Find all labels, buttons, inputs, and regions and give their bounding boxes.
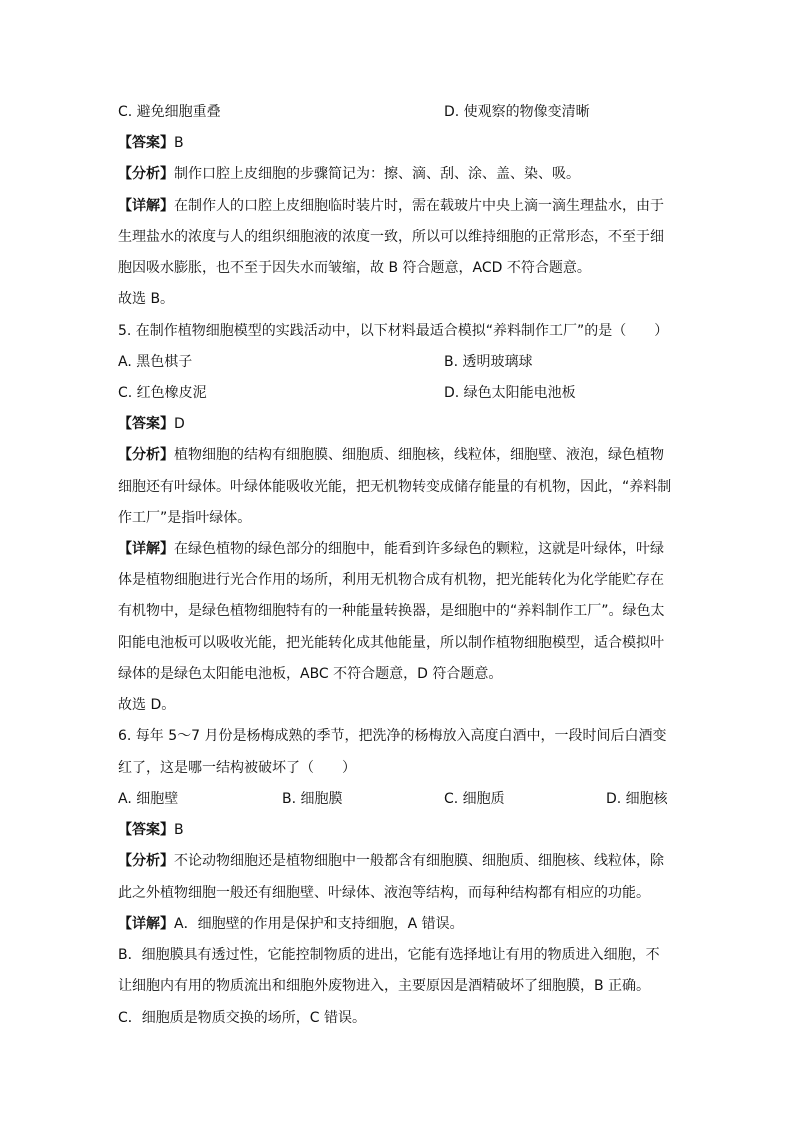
analysis-tag: 【分析】	[118, 853, 174, 869]
q6-option-b: B. 细胞膜	[282, 791, 343, 807]
q5-detail-line-5: 绿体的是绿色太阳能电池板，ABC 不符合题意，D 符合题意。	[118, 666, 503, 682]
analysis-tag: 【分析】	[118, 447, 174, 463]
q5-option-b: B. 透明玻璃球	[444, 354, 533, 370]
q4-option-c: C. 避免细胞重叠	[118, 104, 221, 120]
detail-text: 在绿色植物的绿色部分的细胞中，能看到许多绿色的颗粒，这就是叶绿体，叶绿	[174, 541, 664, 557]
q6-answer	[118, 820, 678, 840]
q6-detail-line-4: C．细胞质是物质交换的场所，C 错误。	[118, 1010, 366, 1026]
q5-answer	[118, 414, 678, 434]
analysis-text: 植物细胞的结构有细胞膜、细胞质、细胞核，线粒体，细胞壁、液泡，绿色植物	[174, 447, 664, 463]
q5-detail-line-3: 有机物中，是绿色植物细胞特有的一种能量转换器，是细胞中的“养料制作工厂”。绿色太	[118, 603, 665, 619]
answer-tag: 【答案】	[118, 822, 174, 838]
q6-analysis-line-2: 此之外植物细胞一般还有细胞壁、叶绿体、液泡等结构，而每种结构都有相应的功能。	[118, 885, 650, 901]
q5-stem: 5. 在制作植物细胞模型的实践活动中，以下材料最适合模拟“养料制作工厂”的是（ ）	[118, 323, 669, 339]
analysis-text: 制作口腔上皮细胞的步骤简记为：擦、滴、刮、涂、盖、染、吸。	[174, 166, 580, 182]
q5-analysis-line-2: 细胞还有叶绿体。叶绿体能吸收光能，把无机物转变成储存能量的有机物，因此，“养料制	[118, 479, 672, 495]
analysis-text: 不论动物细胞还是植物细胞中一般都含有细胞膜、细胞质、细胞核、线粒体，除	[174, 853, 664, 869]
q5-detail-line-4: 阳能电池板可以吸收光能，把光能转化成其他能量，所以制作植物细胞模型，适合模拟叶	[118, 635, 664, 651]
q6-detail-line-2: B．细胞膜具有透过性，它能控制物质的进出，它能有选择地让有用的物质进入细胞，不	[118, 947, 660, 963]
detail-tag: 【详解】	[118, 198, 174, 214]
q4-detail-line-3: 胞因吸水膨胀，也不至于因失水而皱缩，故 B 符合题意，ACD 不符合题意。	[118, 260, 591, 276]
detail-tag: 【详解】	[118, 916, 174, 932]
analysis-tag: 【分析】	[118, 166, 174, 182]
q5-option-a: A. 黑色棋子	[118, 354, 193, 370]
q4-detail-line-2: 生理盐水的浓度与人的组织细胞液的浓度一致，所以可以维持细胞的正常形态，不至于细	[118, 229, 664, 245]
q6-option-a: A. 细胞壁	[118, 791, 179, 807]
answer-tag: 【答案】	[118, 135, 174, 151]
answer-value: B	[174, 135, 184, 151]
q4-detail-line-1	[118, 196, 678, 216]
q6-detail-line-3: 让细胞内有用的物质流出和细胞外废物进入，主要原因是酒精破坏了细胞膜，B 正确。	[118, 978, 651, 994]
answer-tag: 【答案】	[118, 416, 174, 432]
q6-stem-line-2: 红了，这是哪一结构被破坏了（ ）	[118, 760, 356, 776]
q6-option-c: C. 细胞质	[444, 791, 505, 807]
q4-answer	[118, 133, 678, 153]
q4-analysis	[118, 164, 678, 184]
q5-detail-line-1	[118, 539, 678, 559]
q5-conclusion: 故选 D。	[118, 697, 176, 713]
q6-analysis-line-1	[118, 851, 678, 871]
q6-detail-line-1	[118, 914, 678, 934]
detail-text: 在制作人的口腔上皮细胞临时装片时，需在载玻片中央上滴一滴生理盐水，由于	[174, 198, 664, 214]
q4-option-d: D. 使观察的物像变清晰	[444, 104, 590, 120]
answer-value: D	[174, 416, 185, 432]
q5-detail-line-2: 体是植物细胞进行光合作用的场所，利用无机物合成有机物，把光能转化为化学能贮存在	[118, 572, 664, 588]
q5-option-c: C. 红色橡皮泥	[118, 385, 207, 401]
q4-conclusion: 故选 B。	[118, 291, 175, 307]
q6-option-d: D. 细胞核	[606, 791, 668, 807]
q6-stem-line-1: 6. 每年 5～7 月份是杨梅成熟的季节，把洗净的杨梅放入高度白酒中，一段时间后白酒变	[118, 728, 667, 744]
q5-analysis-line-3: 作工厂”是指叶绿体。	[118, 510, 252, 526]
detail-text: A．细胞壁的作用是保护和支持细胞，A 错误。	[174, 916, 464, 932]
q5-option-d: D. 绿色太阳能电池板	[444, 385, 576, 401]
answer-value: B	[174, 822, 184, 838]
detail-tag: 【详解】	[118, 541, 174, 557]
q5-analysis-line-1	[118, 445, 678, 465]
